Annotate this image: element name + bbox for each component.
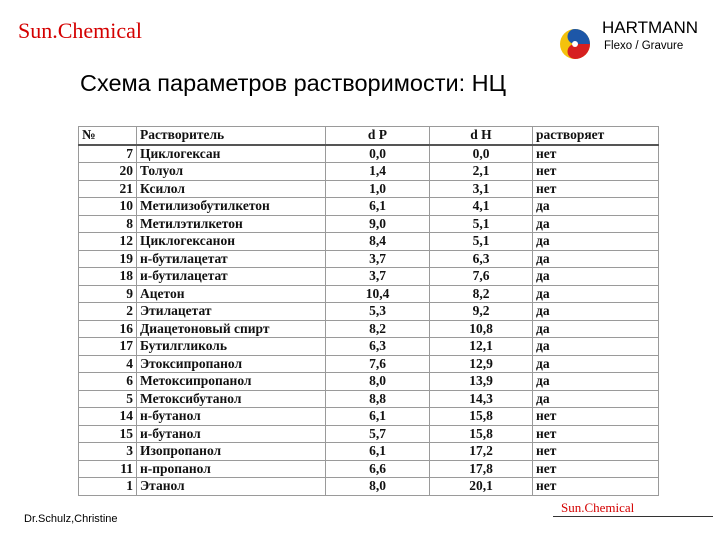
solubility-table xyxy=(78,126,659,496)
dp-value: 3,7 xyxy=(326,250,430,268)
column-header-number: № xyxy=(79,127,137,145)
dp-value: 3,7 xyxy=(326,268,430,286)
solvent-name: Циклогексан xyxy=(137,145,326,163)
solvent-name: Метилизобутилкетон xyxy=(137,198,326,216)
solvent-name: и-бутилацетат xyxy=(137,268,326,286)
column-header-dissolves: растворяет xyxy=(533,127,659,145)
solvent-name: н-бутанол xyxy=(137,408,326,426)
solvent-name: Метилэтилкетон xyxy=(137,215,326,233)
table-row xyxy=(79,425,659,443)
row-number: 16 xyxy=(79,320,137,338)
dissolves-value: да xyxy=(533,355,659,373)
solvent-name: Метоксибутанол xyxy=(137,390,326,408)
table-row xyxy=(79,320,659,338)
dh-value: 6,3 xyxy=(430,250,533,268)
column-header-dh: d H xyxy=(430,127,533,145)
dissolves-value: нет xyxy=(533,478,659,496)
table-row xyxy=(79,408,659,426)
dh-value: 12,9 xyxy=(430,355,533,373)
solvent-name: н-пропанол xyxy=(137,460,326,478)
table-row xyxy=(79,250,659,268)
dp-value: 8,0 xyxy=(326,478,430,496)
table-row xyxy=(79,268,659,286)
table-row xyxy=(79,163,659,181)
row-number: 7 xyxy=(79,145,137,163)
table-body xyxy=(79,145,659,496)
dp-value: 6,1 xyxy=(326,198,430,216)
table-header-row xyxy=(79,127,659,145)
table-row xyxy=(79,460,659,478)
row-number: 6 xyxy=(79,373,137,391)
dh-value: 8,2 xyxy=(430,285,533,303)
table-row xyxy=(79,478,659,496)
row-number: 12 xyxy=(79,233,137,251)
dh-value: 15,8 xyxy=(430,408,533,426)
division-name: Flexo / Gravure xyxy=(604,40,684,52)
dp-value: 6,1 xyxy=(326,443,430,461)
table-row xyxy=(79,233,659,251)
row-number: 11 xyxy=(79,460,137,478)
dissolves-value: нет xyxy=(533,163,659,181)
dh-value: 20,1 xyxy=(430,478,533,496)
dissolves-value: нет xyxy=(533,460,659,478)
dh-value: 4,1 xyxy=(430,198,533,216)
dissolves-value: нет xyxy=(533,408,659,426)
solvent-name: Бутилгликоль xyxy=(137,338,326,356)
dissolves-value: да xyxy=(533,215,659,233)
table-row xyxy=(79,373,659,391)
row-number: 15 xyxy=(79,425,137,443)
dh-value: 0,0 xyxy=(430,145,533,163)
row-number: 5 xyxy=(79,390,137,408)
column-header-solvent: Растворитель xyxy=(137,127,326,145)
dissolves-value: да xyxy=(533,373,659,391)
dissolves-value: нет xyxy=(533,443,659,461)
dp-value: 6,1 xyxy=(326,408,430,426)
dissolves-value: нет xyxy=(533,145,659,163)
row-number: 19 xyxy=(79,250,137,268)
row-number: 4 xyxy=(79,355,137,373)
dh-value: 12,1 xyxy=(430,338,533,356)
dh-value: 2,1 xyxy=(430,163,533,181)
table-row xyxy=(79,215,659,233)
dh-value: 9,2 xyxy=(430,303,533,321)
table-row xyxy=(79,355,659,373)
table-row xyxy=(79,390,659,408)
dh-value: 5,1 xyxy=(430,233,533,251)
dh-value: 10,8 xyxy=(430,320,533,338)
dh-value: 14,3 xyxy=(430,390,533,408)
dp-value: 9,0 xyxy=(326,215,430,233)
solvent-name: н-бутилацетат xyxy=(137,250,326,268)
dissolves-value: да xyxy=(533,233,659,251)
table-row xyxy=(79,285,659,303)
dissolves-value: нет xyxy=(533,425,659,443)
solvent-name: Этанол xyxy=(137,478,326,496)
dp-value: 6,3 xyxy=(326,338,430,356)
dp-value: 8,2 xyxy=(326,320,430,338)
dh-value: 3,1 xyxy=(430,180,533,198)
dp-value: 8,8 xyxy=(326,390,430,408)
solvent-name: Ацетон xyxy=(137,285,326,303)
dp-value: 8,0 xyxy=(326,373,430,391)
column-header-dp: d P xyxy=(326,127,430,145)
table-row xyxy=(79,443,659,461)
dp-value: 0,0 xyxy=(326,145,430,163)
dissolves-value: да xyxy=(533,338,659,356)
dp-value: 5,3 xyxy=(326,303,430,321)
dissolves-value: да xyxy=(533,303,659,321)
solubility-table-container xyxy=(78,126,658,496)
table-row xyxy=(79,198,659,216)
solvent-name: Диацетоновый спирт xyxy=(137,320,326,338)
dissolves-value: нет xyxy=(533,180,659,198)
dissolves-value: да xyxy=(533,198,659,216)
dh-value: 15,8 xyxy=(430,425,533,443)
dp-value: 8,4 xyxy=(326,233,430,251)
footer-brand: Sun.Chemical xyxy=(561,500,635,515)
table-row xyxy=(79,338,659,356)
solvent-name: Этоксипропанол xyxy=(137,355,326,373)
author-name: Dr.Schulz,Christine xyxy=(24,513,118,525)
row-number: 10 xyxy=(79,198,137,216)
row-number: 1 xyxy=(79,478,137,496)
company-name: HARTMANN xyxy=(602,18,699,37)
table-row xyxy=(79,145,659,163)
dh-value: 5,1 xyxy=(430,215,533,233)
row-number: 2 xyxy=(79,303,137,321)
brand-name: Sun.Chemical xyxy=(18,18,143,43)
dh-value: 17,8 xyxy=(430,460,533,478)
solvent-name: Этилацетат xyxy=(137,303,326,321)
solvent-name: Толуол xyxy=(137,163,326,181)
dissolves-value: да xyxy=(533,268,659,286)
solvent-name: Метоксипропанол xyxy=(137,373,326,391)
row-number: 14 xyxy=(79,408,137,426)
table-row xyxy=(79,180,659,198)
dp-value: 10,4 xyxy=(326,285,430,303)
row-number: 18 xyxy=(79,268,137,286)
solvent-name: Циклогексанон xyxy=(137,233,326,251)
dp-value: 1,0 xyxy=(326,180,430,198)
dp-value: 6,6 xyxy=(326,460,430,478)
dissolves-value: да xyxy=(533,320,659,338)
row-number: 3 xyxy=(79,443,137,461)
dissolves-value: да xyxy=(533,285,659,303)
row-number: 20 xyxy=(79,163,137,181)
dh-value: 7,6 xyxy=(430,268,533,286)
footer-divider xyxy=(553,516,713,517)
table-row xyxy=(79,303,659,321)
row-number: 9 xyxy=(79,285,137,303)
solvent-name: Изопропанол xyxy=(137,443,326,461)
dp-value: 5,7 xyxy=(326,425,430,443)
dh-value: 13,9 xyxy=(430,373,533,391)
hartmann-logo-icon xyxy=(559,28,591,60)
solvent-name: Ксилол xyxy=(137,180,326,198)
dissolves-value: да xyxy=(533,250,659,268)
dh-value: 17,2 xyxy=(430,443,533,461)
row-number: 17 xyxy=(79,338,137,356)
dp-value: 1,4 xyxy=(326,163,430,181)
dp-value: 7,6 xyxy=(326,355,430,373)
row-number: 8 xyxy=(79,215,137,233)
solvent-name: и-бутанол xyxy=(137,425,326,443)
row-number: 21 xyxy=(79,180,137,198)
dissolves-value: да xyxy=(533,390,659,408)
slide-title: Схема параметров растворимости: НЦ xyxy=(80,70,506,96)
